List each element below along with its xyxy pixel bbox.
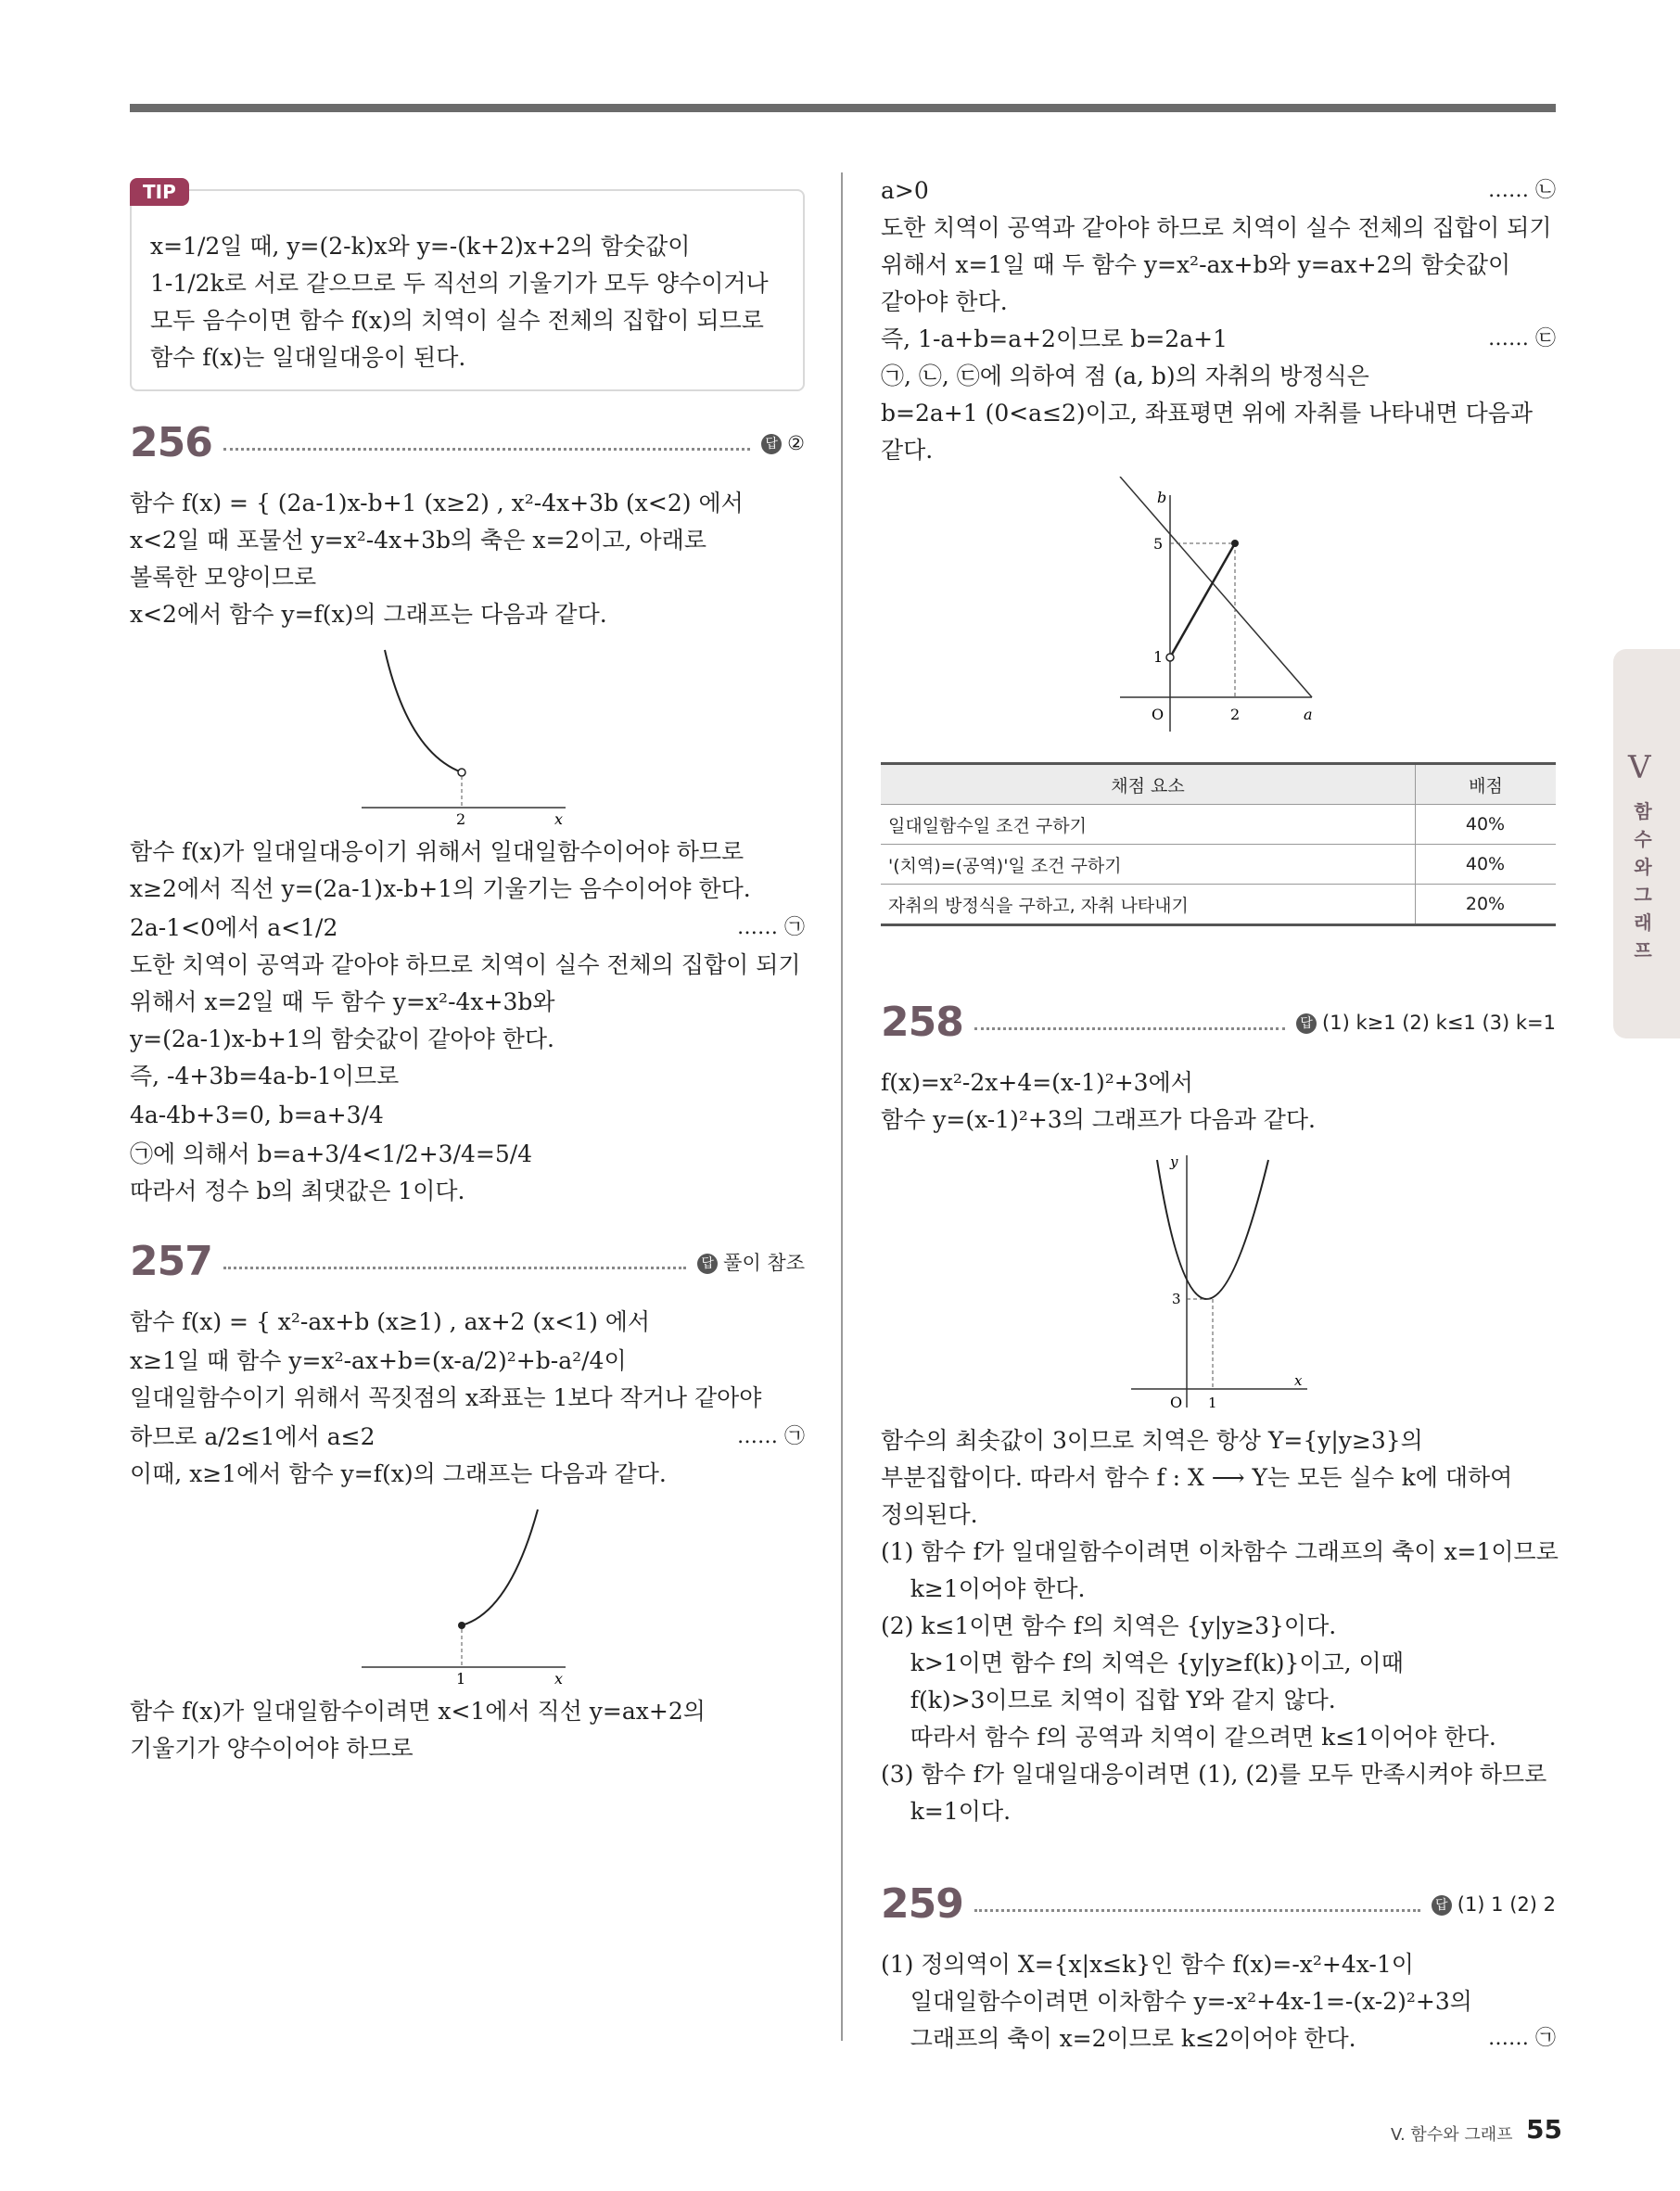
table-row	[881, 845, 1556, 885]
solution-line: 따라서 함수 f의 공역과 치역이 같으려면 k≤1이어야 한다.	[881, 1724, 1496, 1751]
tip-line: 모두 음수이면 함수 f(x)의 치역이 실수 전체의 집합이 되므로	[150, 307, 764, 334]
solution-line	[881, 172, 1556, 210]
locus-graph	[881, 477, 1556, 745]
table-row	[881, 885, 1556, 925]
marker: …… ㉠	[737, 1425, 805, 1448]
problem-259-header	[881, 1880, 1556, 1928]
solution-line: 볼록한 모양이므로	[130, 564, 317, 591]
line-text: 즉, 1-a+b=a+2이므로 b=2a+1	[881, 325, 1228, 352]
b-tick-5: 5	[1153, 535, 1164, 553]
solution-line: x≥2에서 직선 y=(2a-1)x-b+1의 기울기는 음수이어야 한다.	[130, 875, 751, 902]
scoring-table	[881, 762, 1556, 926]
tip-line: 1-1/2k로 서로 같으므로 두 직선의 기울기가 모두 양수이거나	[150, 270, 769, 297]
solution-line: 일대일함수이려면 이차함수 y=-x²+4x-1=-(x-2)²+3의	[881, 1988, 1472, 2015]
footer-chapter-label: V. 함수와 그래프	[1391, 2125, 1513, 2145]
locus-segment	[1170, 543, 1235, 657]
solution-line: 같다.	[881, 437, 934, 464]
solution-line: 일대일함수이기 위해서 꼭짓점의 x좌표는 1보다 작거나 같아야	[130, 1384, 762, 1411]
solution-line: 위해서 x=1일 때 두 함수 y=x²-ax+b와 y=ax+2의 함숫값이	[881, 251, 1511, 278]
column-divider	[841, 172, 843, 2041]
solution-line: b=2a+1 (0<a≤2)이고, 좌표평면 위에 자취를 나타내면 다음과	[881, 400, 1534, 427]
tip-line: x=1/2일 때, y=(2-k)x와 y=-(k+2)x+2의 함숫값이	[150, 233, 691, 260]
chapter-side-title: 함수와 그래프	[1634, 800, 1652, 962]
solution-line: f(k)>3이므로 치역이 집합 Y와 같지 않다.	[881, 1687, 1336, 1713]
open-point	[1166, 654, 1174, 661]
problem-256-header	[130, 419, 805, 466]
table-cell: 40%	[1416, 845, 1557, 885]
solution-line	[130, 1419, 805, 1456]
solution-line: ㉠, ㉡, ㉢에 의하여 점 (a, b)의 자취의 방정식은	[881, 363, 1369, 389]
answer-text: (1) 1 (2) 2	[1457, 1892, 1556, 1916]
solution-line: (3) 함수 f가 일대일대응이려면 (1), (2)를 모두 만족시켜야 하므로	[881, 1761, 1547, 1788]
tip-line: 함수 f(x)는 일대일대응이 된다.	[150, 344, 466, 371]
solution-line: x<2에서 함수 y=f(x)의 그래프는 다음과 같다.	[130, 601, 607, 628]
solution-line	[881, 2020, 1556, 2057]
top-rule	[130, 104, 1556, 112]
page-number: 55	[1526, 2114, 1562, 2145]
answer-label	[1296, 1012, 1556, 1034]
y-tick-3: 3	[1172, 1291, 1181, 1307]
problem-number: 257	[130, 1238, 212, 1285]
chapter-roman-numeral: V	[1628, 749, 1651, 786]
solution-line: 4a-4b+3=0, b=a+3/4	[130, 1102, 384, 1128]
answer-icon: 답	[1432, 1895, 1452, 1916]
answer-label	[1432, 1893, 1556, 1916]
x-axis-label: x	[554, 1670, 564, 1686]
x-axis-label: x	[554, 810, 564, 826]
solution-line: (1) 함수 f가 일대일함수이려면 이차함수 그래프의 축이 x=1이므로	[881, 1538, 1559, 1565]
solution-line: k=1이다.	[881, 1798, 1012, 1825]
origin-label: O	[1152, 706, 1165, 723]
answer-icon: 답	[761, 434, 782, 454]
dotted-leader	[223, 1266, 686, 1269]
graph-258	[881, 1146, 1556, 1415]
answer-text: 풀이 참조	[723, 1251, 805, 1274]
answer-icon: 답	[1296, 1013, 1317, 1034]
solution-line: 위해서 x=2일 때 두 함수 y=x²-4x+3b와	[130, 988, 555, 1015]
table-cell: 20%	[1416, 885, 1557, 925]
answer-label	[761, 432, 805, 454]
solution-line: 기울기가 양수이어야 하므로	[130, 1735, 414, 1762]
solution-line: 같아야 한다.	[881, 288, 1008, 315]
answer-text: ②	[787, 431, 805, 454]
solution-line: 즉, -4+3b=4a-b-1이므로	[130, 1063, 400, 1089]
tip-box	[130, 181, 805, 391]
solution-line: k≥1이어야 한다.	[881, 1575, 1086, 1602]
left-column	[130, 172, 805, 1767]
line-text: a>0	[881, 177, 929, 204]
problem-258-header	[881, 999, 1556, 1046]
parabola-curve	[385, 650, 462, 772]
solution-line: f(x)=x²-2x+4=(x-1)²+3에서	[881, 1069, 1193, 1096]
closed-point	[1231, 540, 1239, 547]
x-tick: 1	[456, 1670, 466, 1686]
solution-line: 도한 치역이 공역과 같아야 하므로 치역이 실수 전체의 집합이 되기	[130, 951, 801, 978]
solution-line: 함수 y=(x-1)²+3의 그래프가 다음과 같다.	[881, 1106, 1317, 1133]
table-cell: 40%	[1416, 805, 1557, 845]
parabola-curve	[462, 1509, 538, 1625]
marker: …… ㉠	[1488, 2027, 1556, 2050]
problem-number: 256	[130, 419, 212, 466]
solution-line: 함수 f(x)가 일대일대응이기 위해서 일대일함수이어야 하므로	[130, 838, 745, 865]
x-tick-1: 1	[1208, 1395, 1217, 1411]
problem-number: 259	[881, 1880, 963, 1928]
solution-line: 함수 f(x)가 일대일함수이려면 x<1에서 직선 y=ax+2의	[130, 1698, 706, 1725]
graph-256	[130, 641, 805, 826]
answer-icon: 답	[697, 1254, 718, 1274]
solution-line	[881, 321, 1556, 358]
table-header-row	[881, 764, 1556, 805]
line-text: 하므로 a/2≤1에서 a≤2	[130, 1423, 375, 1450]
table-cell: '(치역)=(공역)'일 조건 구하기	[881, 845, 1416, 885]
dotted-leader	[974, 1908, 1420, 1912]
solution-line: y=(2a-1)x-b+1의 함숫값이 같아야 한다.	[130, 1025, 554, 1052]
tip-badge: TIP	[130, 178, 189, 206]
marker: …… ㉢	[1488, 327, 1556, 350]
dotted-leader	[974, 1026, 1285, 1030]
line-text: 그래프의 축이 x=2이므로 k≤2이어야 한다.	[881, 2025, 1356, 2052]
a-axis	[1120, 477, 1312, 697]
closed-point	[458, 1622, 465, 1629]
problem-257-header	[130, 1238, 805, 1285]
answer-text: (1) k≥1 (2) k≤1 (3) k=1	[1322, 1011, 1556, 1034]
x-tick: 2	[456, 810, 466, 826]
b-tick-1: 1	[1153, 648, 1164, 666]
table-header: 채점 요소	[881, 764, 1416, 805]
solution-line: ㉠에 의해서 b=a+3/4<1/2+3/4=5/4	[130, 1140, 533, 1167]
solution-line	[130, 910, 805, 947]
origin-label: O	[1170, 1394, 1183, 1411]
solution-line: 함수 f(x) = { (2a-1)x-b+1 (x≥2) , x²-4x+3b (x<2) 에서	[130, 490, 744, 516]
solution-line: k>1이면 함수 f의 치역은 {y|y≥f(k)}이고, 이때	[881, 1650, 1404, 1676]
graph-257	[130, 1500, 805, 1686]
a-tick-2: 2	[1230, 706, 1241, 723]
table-row	[881, 805, 1556, 845]
solution-line: 함수 f(x) = { x²-ax+b (x≥1) , ax+2 (x<1) 에서	[130, 1308, 651, 1335]
parabola-curve	[1157, 1160, 1268, 1299]
solution-line: 정의된다.	[881, 1501, 978, 1528]
dotted-leader	[223, 447, 750, 451]
open-point	[458, 769, 465, 776]
marker: …… ㉠	[737, 916, 805, 939]
line-text: 2a-1<0에서 a<1/2	[130, 914, 338, 941]
solution-line: 함수의 최솟값이 3이므로 치역은 항상 Y={y|y≥3}의	[881, 1427, 1423, 1454]
table-cell: 자취의 방정식을 구하고, 자취 나타내기	[881, 885, 1416, 925]
a-axis-label: a	[1304, 706, 1313, 723]
solution-line: 도한 치역이 공역과 같아야 하므로 치역이 실수 전체의 집합이 되기	[881, 214, 1552, 241]
solution-line: (2) k≤1이면 함수 f의 치역은 {y|y≥3}이다.	[881, 1612, 1337, 1639]
solution-line: 부분집합이다. 따라서 함수 f : X ⟶ Y는 모든 실수 k에 대하여	[881, 1464, 1513, 1491]
solution-line: 이때, x≥1에서 함수 y=f(x)의 그래프는 다음과 같다.	[130, 1460, 667, 1487]
marker: …… ㉡	[1488, 179, 1556, 202]
problem-number: 258	[881, 999, 963, 1046]
table-header: 배점	[1416, 764, 1557, 805]
answer-label	[697, 1248, 805, 1276]
solution-line: 따라서 정수 b의 최댓값은 1이다.	[130, 1178, 465, 1204]
right-column	[881, 172, 1559, 2057]
solution-line: x≥1일 때 함수 y=x²-ax+b=(x-a/2)²+b-a²/4이	[130, 1347, 627, 1374]
solution-line: x<2일 때 포물선 y=x²-4x+3b의 축은 x=2이고, 아래로	[130, 527, 706, 554]
table-cell: 일대일함수일 조건 구하기	[881, 805, 1416, 845]
y-axis-label: y	[1170, 1153, 1178, 1170]
b-axis-label: b	[1157, 489, 1167, 506]
x-axis-label: x	[1294, 1372, 1303, 1389]
solution-line: (1) 정의역이 X={x|x≤k}인 함수 f(x)=-x²+4x-1이	[881, 1951, 1414, 1978]
